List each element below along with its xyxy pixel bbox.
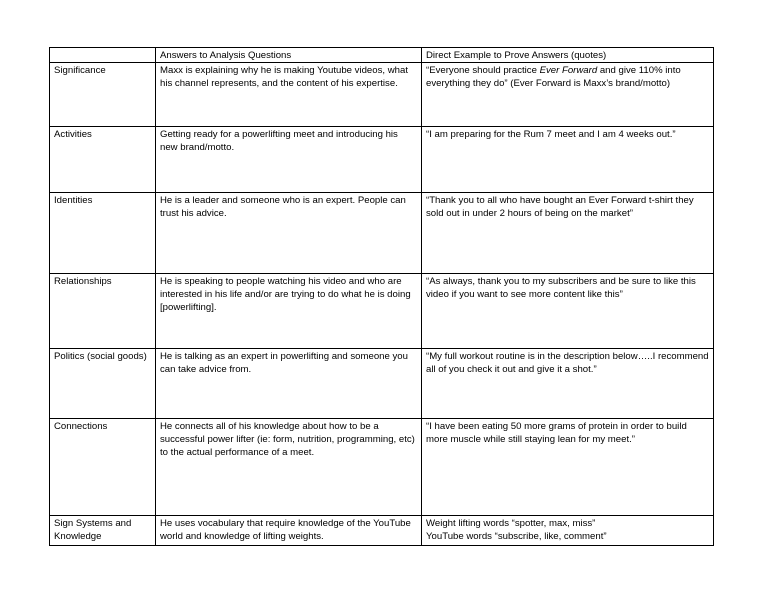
header-row	[50, 48, 714, 63]
answer-cell: He is speaking to people watching his video and who are interested in his life and/or are trying to do what he is doing [powerlifting].	[156, 274, 422, 349]
answer-cell: He uses vocabulary that require knowledge of the YouTube world and knowledge of lifting weights.	[156, 516, 422, 546]
header-quotes: Direct Example to Prove Answers (quotes)	[422, 48, 714, 63]
row-label: Politics (social goods)	[50, 349, 156, 419]
quote-line: Weight lifting words “spotter, max, miss”	[426, 518, 596, 529]
header-label-cell	[50, 48, 156, 63]
quote-text: “Everyone should practice	[426, 65, 540, 76]
header-answers: Answers to Analysis Questions	[156, 48, 422, 63]
table-row	[50, 193, 714, 274]
row-label: Relationships	[50, 274, 156, 349]
quote-cell: “I am preparing for the Rum 7 meet and I am 4 weeks out.”	[422, 127, 714, 193]
quote-cell: “As always, thank you to my subscribers and be sure to like this video if you want to see more content like this”	[422, 274, 714, 349]
answer-cell: Getting ready for a powerlifting meet and introducing his new brand/motto.	[156, 127, 422, 193]
quote-cell: “Thank you to all who have bought an Ever Forward t-shirt they sold out in under 2 hours of being on the market”	[422, 193, 714, 274]
quote-italic-text: Ever Forward	[539, 65, 598, 76]
answer-cell: He is talking as an expert in powerlifting and someone you can take advice from.	[156, 349, 422, 419]
row-label: Activities	[50, 127, 156, 193]
table-row	[50, 516, 714, 546]
table-row	[50, 349, 714, 419]
row-label: Connections	[50, 419, 156, 516]
row-label: Sign Systems and Knowledge	[50, 516, 156, 546]
row-label: Significance	[50, 63, 156, 127]
quote-cell: “I have been eating 50 more grams of protein in order to build more muscle while still staying lean for my meet.”	[422, 419, 714, 516]
quote-cell	[422, 516, 714, 546]
analysis-table	[49, 47, 714, 546]
answer-cell: He connects all of his knowledge about how to be a successful power lifter (ie: form, nutrition, programming, etc) to the actual performance of a meet.	[156, 419, 422, 516]
quote-text: and give 110% into everything they do” (Ever Forward is Maxx’s brand/motto)	[426, 65, 681, 89]
table-row	[50, 274, 714, 349]
row-label: Identities	[50, 193, 156, 274]
quote-cell	[422, 63, 714, 127]
answer-cell: He is a leader and someone who is an expert. People can trust his advice.	[156, 193, 422, 274]
table-row	[50, 63, 714, 127]
quote-line: YouTube words “subscribe, like, comment”	[426, 531, 607, 542]
table-row	[50, 127, 714, 193]
table-row	[50, 419, 714, 516]
answer-cell: Maxx is explaining why he is making Youtube videos, what his channel represents, and the content of his expertise.	[156, 63, 422, 127]
quote-cell: “My full workout routine is in the description below…..I recommend all of you check it out and give it a shot.”	[422, 349, 714, 419]
